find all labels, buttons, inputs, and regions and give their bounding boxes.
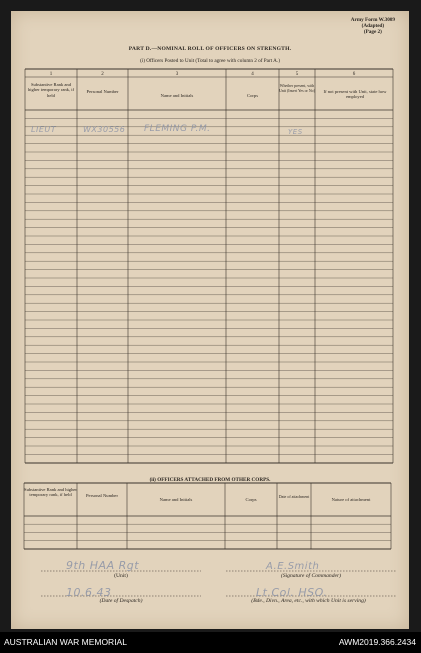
header-personal-number: Personal Number (86, 89, 119, 94)
entry-rank: LIEUT (31, 125, 57, 134)
header-rank: Substantive Rank and higher temporary rank, if held (27, 82, 75, 98)
unit-label: (Unit) (114, 573, 128, 579)
s2-header-date: Date of attachment (278, 494, 310, 499)
header-name: Name and Initials (160, 93, 194, 98)
form-grid (11, 11, 409, 629)
entry-present: YES (288, 128, 303, 136)
commander-label: (Signature of Commander) (280, 573, 342, 579)
unit-value: 9th HAA Rgt (66, 559, 140, 572)
section2-title: (ii) OFFICERS ATTACHED FROM OTHER CORPS. (149, 477, 271, 483)
footer-institution: AUSTRALIAN WAR MEMORIAL (4, 637, 127, 647)
col-number-1: 1 (49, 72, 53, 77)
s2-header-rank: Substantive Rank and higher temporary rank, if held (24, 487, 77, 498)
entry-number: WX30556 (83, 125, 126, 134)
form-number: Army Form W.3009 (Adapted) (Page 2) (350, 17, 395, 35)
header-employment: If not present with Unit, state how employed (323, 89, 387, 100)
col-number-4: 4 (251, 72, 254, 77)
header-corps: Corps (247, 93, 258, 98)
header-present: Whether present, with Unit (Insert Yes or No) (279, 84, 315, 93)
footer-accession: AWM2019.366.2434 (338, 637, 416, 647)
form-page (11, 11, 409, 629)
s2-header-corps: Corps (245, 497, 257, 502)
col-number-3: 3 (175, 72, 179, 77)
s2-header-name: Name and Initials (159, 497, 193, 502)
date-value: 10.6.43 (66, 586, 112, 599)
section1-title: (i) Officers Posted to Unit (Total to agree with column 2 of Part A.) (140, 58, 280, 64)
part-title: PART D.—NOMINAL ROLL OF OFFICERS ON STRENGTH. (128, 46, 292, 52)
col-number-6: 6 (352, 72, 356, 77)
s2-header-nature: Nature of attachment (331, 497, 371, 502)
area-label: (Bde., Divn., Area, etc., with which Unit is serving) (251, 598, 366, 604)
s2-header-personal-number: Personal Number (85, 493, 119, 498)
date-label: (Date of Despatch) (99, 598, 143, 604)
footer-bar (0, 632, 421, 653)
col-number-5: 5 (295, 72, 299, 77)
col-number-2: 2 (101, 72, 104, 77)
entry-name: FLEMING P.M. (144, 124, 211, 134)
commander-signature: A.E.Smith (266, 561, 320, 572)
area-value: Lt.Col. HSO. (256, 586, 328, 599)
